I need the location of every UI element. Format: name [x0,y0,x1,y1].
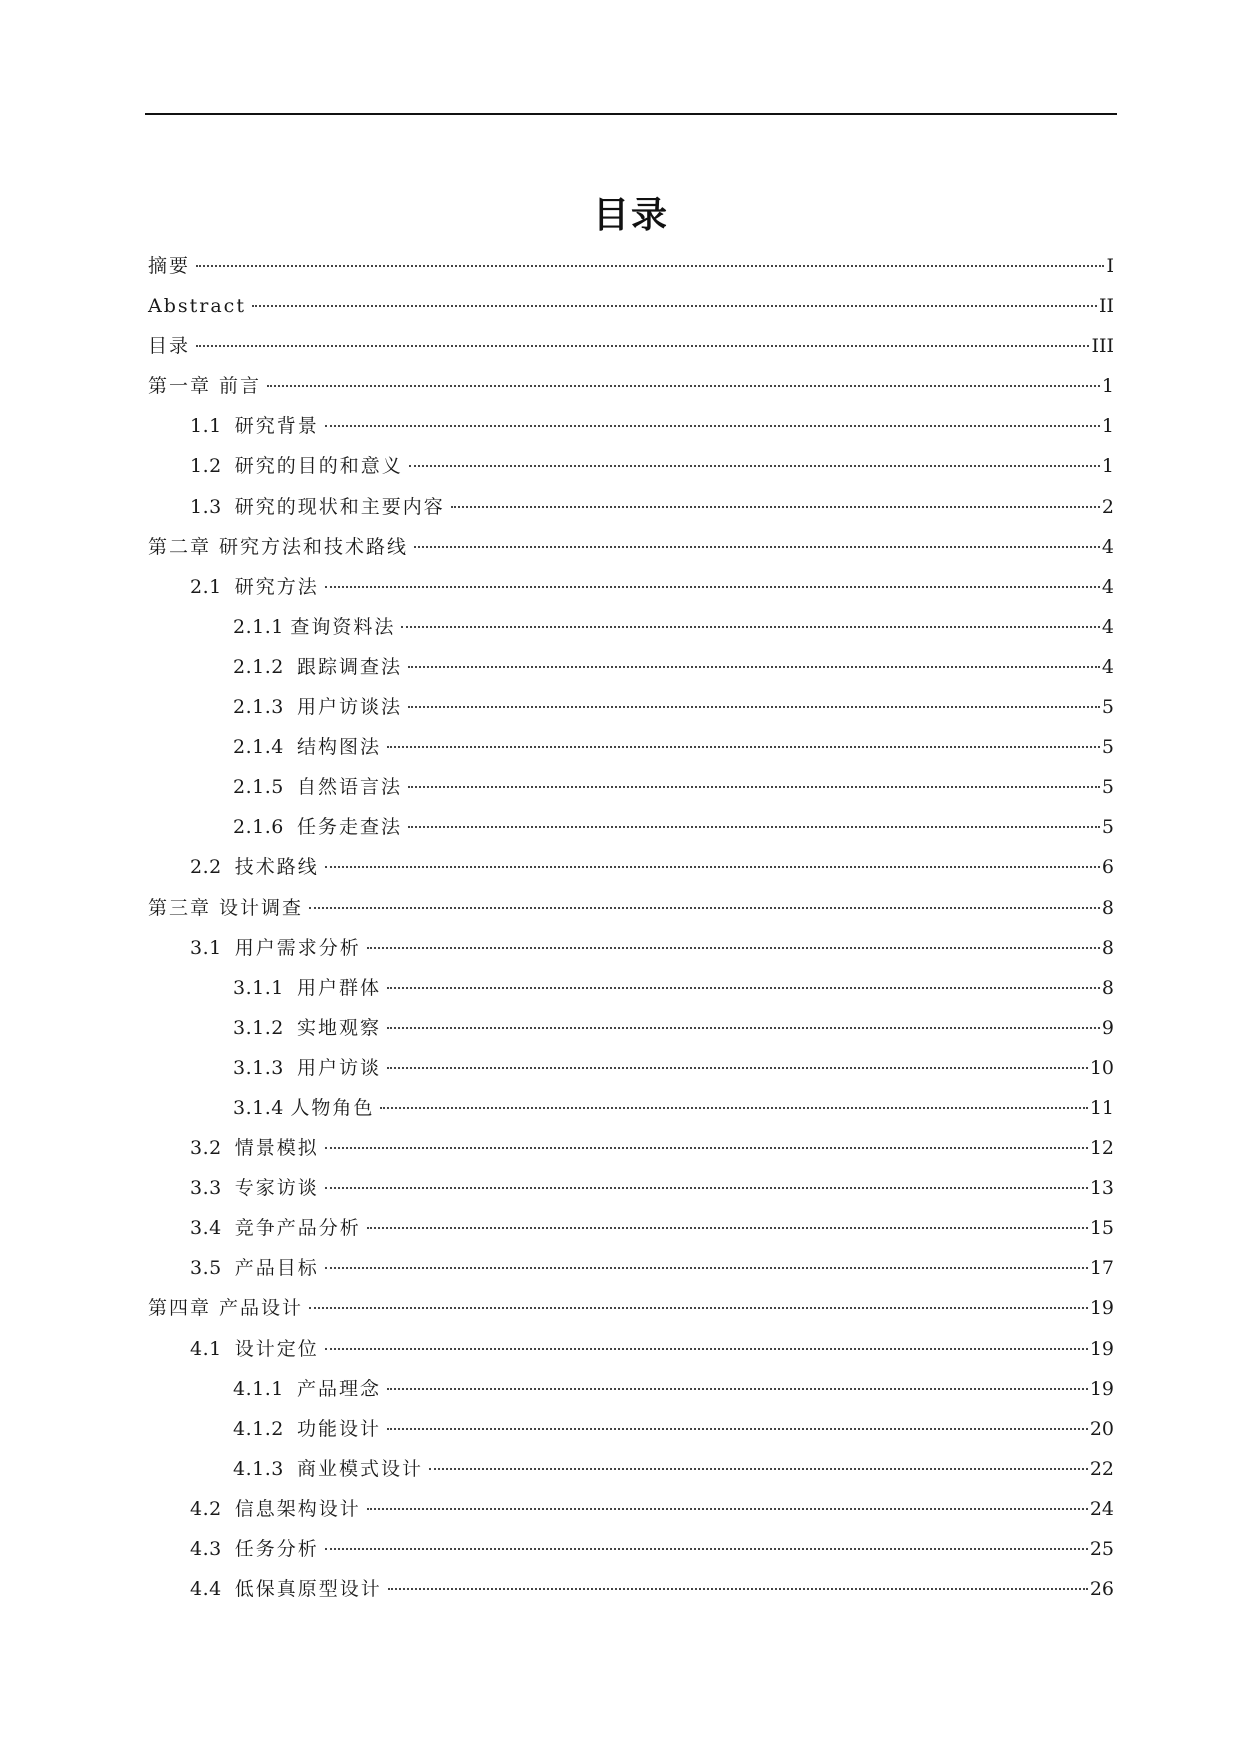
toc-entry-page: 26 [1089,1578,1114,1601]
toc-entry[interactable] [0,607,1241,647]
dot-leader [367,947,1100,949]
toc-entry-page: 8 [1101,936,1114,959]
dot-leader [387,746,1100,748]
toc-entry[interactable] [0,446,1241,486]
toc-entry-number: 2.1 [190,575,235,598]
dot-leader [367,1508,1088,1510]
toc-entry-label: 研究的现状和主要内容 [234,495,445,518]
toc-entry-number: 2.1.5 [233,776,297,799]
toc-entry-page: 1 [1101,415,1114,438]
toc-entry-number: 3.1.3 [233,1056,297,1079]
toc-entry[interactable] [0,1208,1241,1248]
toc-entry-line [190,446,1114,486]
toc-entry-label: 摘要 [148,255,191,277]
toc-entry-line [233,687,1114,727]
dot-leader [408,826,1100,828]
toc-entry-line [148,286,1114,326]
toc-entry-number: 4.1.2 [233,1417,297,1440]
toc-entry[interactable] [0,1529,1241,1569]
toc-entry-label: 设计定位 [234,1337,319,1360]
toc-entry-line [190,1248,1114,1288]
dot-leader [408,666,1100,668]
toc-entry[interactable] [0,366,1241,406]
toc-entry-line [190,1128,1114,1168]
toc-entry-page: 9 [1101,1016,1114,1039]
toc-entry-page: 5 [1101,696,1114,719]
toc-entry-number: 4.2 [190,1497,235,1520]
toc-entry[interactable] [0,1329,1241,1369]
toc-entry-page: 15 [1089,1217,1114,1240]
dot-leader [325,866,1100,868]
toc-entry-label: 情景模拟 [234,1137,319,1160]
toc-entry-line [190,1489,1114,1529]
dot-leader [367,1227,1088,1229]
toc-entry-label: 查询资料法 [290,615,396,638]
toc-entry-label: 结构图法 [296,736,381,759]
toc-entry-label: 第一章 前言 [148,375,262,398]
dot-leader [451,506,1100,508]
dot-leader [325,425,1100,427]
toc-entry-page: 12 [1089,1137,1114,1160]
toc-entry-page: 4 [1101,615,1114,638]
toc-entry-page: 25 [1089,1538,1114,1560]
toc-entry-line [148,888,1114,928]
toc-entry-label: 低保真原型设计 [234,1578,382,1601]
toc-entry-page: 1 [1101,375,1114,398]
dot-leader [408,786,1100,788]
toc-entry[interactable] [0,567,1241,607]
toc-entry[interactable] [0,767,1241,807]
toc-entry[interactable] [0,1128,1241,1168]
toc-entry[interactable] [0,1248,1241,1288]
dot-leader [267,385,1100,387]
toc-entry-page: 1 [1101,455,1114,478]
dot-leader [325,1147,1088,1149]
toc-entry-line [233,1449,1114,1489]
toc-entry-page: 6 [1101,856,1114,879]
toc-entry-label: 第三章 设计调查 [148,896,304,919]
toc-entry-page: 20 [1089,1417,1114,1440]
toc-entry-number: 2.1.1 [233,615,291,638]
toc-entry[interactable] [0,246,1241,286]
toc-entry-line [233,1008,1114,1048]
dot-leader [401,626,1100,628]
toc-entry-line [233,968,1114,1008]
dot-leader [325,1348,1088,1350]
toc-entry-label: 实地观察 [296,1016,381,1039]
toc-entry-line [148,366,1114,406]
toc-entry-number: 4.1 [190,1337,235,1360]
toc-entry-number: 2.1.6 [233,816,297,839]
toc-entry-line [190,1329,1114,1369]
toc-entry[interactable] [0,1409,1241,1449]
toc-entry-number: 3.1.2 [233,1016,297,1039]
toc-entry-label: 用户群体 [296,976,381,999]
toc-entry[interactable] [0,847,1241,887]
toc-entry-line [190,406,1114,446]
dot-leader [387,1388,1088,1390]
toc-entry-number: 4.3 [190,1538,235,1560]
dot-leader [325,1267,1088,1269]
toc-entry-page: 5 [1101,816,1114,839]
toc-entry-number: 2.1.4 [233,736,297,759]
toc-entry-page: 5 [1101,776,1114,799]
toc-entry-line [190,1529,1114,1569]
toc-entry-line [233,807,1114,847]
toc-entry-line [233,1409,1114,1449]
toc-entry-line [190,928,1114,968]
toc-entry-number: 3.1.1 [233,976,297,999]
toc-entry-number: 4.1.3 [233,1457,297,1480]
dot-leader [325,1187,1088,1189]
toc-entry[interactable] [0,687,1241,727]
toc-entry-line [190,1208,1114,1248]
toc-entry-label: 用户需求分析 [234,936,361,959]
toc-entry-page: 2 [1101,495,1114,518]
toc-entry-number: 4.4 [190,1578,235,1601]
toc-entry[interactable] [0,727,1241,767]
toc-entry[interactable] [0,1168,1241,1208]
toc-entry-line [233,607,1114,647]
toc-entry-number: 4.1.1 [233,1377,297,1400]
toc-entry-label: Abstract [148,295,246,318]
toc-entry-line [233,727,1114,767]
toc-entry[interactable] [0,487,1241,527]
toc-entry[interactable] [0,888,1241,928]
toc-entry-page: 8 [1101,896,1114,919]
toc-entry-number: 2.1.2 [233,655,297,678]
toc-entry[interactable] [0,1008,1241,1048]
toc-entry-label: 信息架构设计 [234,1497,361,1520]
toc-entry-number: 3.4 [190,1217,235,1240]
toc-entry-line [233,767,1114,807]
toc-entry-page: 8 [1101,976,1114,999]
toc-entry-label: 产品理念 [296,1377,381,1400]
toc-entry-page: 4 [1101,655,1114,678]
toc-entry-line [233,1048,1114,1088]
toc-entry-label: 用户访谈 [296,1056,381,1079]
toc-entry-page: II [1098,295,1114,318]
toc-entry[interactable] [0,1449,1241,1489]
dot-leader [309,907,1100,909]
dot-leader [409,465,1100,467]
toc-entry-page: 24 [1089,1497,1114,1520]
toc-entry-line [190,1569,1114,1609]
toc-entry-label: 第四章 产品设计 [148,1297,304,1320]
toc-entry[interactable] [0,1369,1241,1409]
toc-entry-line [148,527,1114,567]
dot-leader [387,987,1100,989]
toc-entry[interactable] [0,968,1241,1008]
toc-entry-label: 竞争产品分析 [234,1217,361,1240]
toc-entry-page: 22 [1089,1457,1114,1480]
toc-entry-line [233,1369,1114,1409]
toc-entry-line [148,246,1114,286]
dot-leader [387,1067,1088,1069]
dot-leader [196,345,1089,347]
toc-entry-number: 1.1 [190,415,235,438]
toc-entry-line [190,847,1114,887]
toc-entry[interactable] [0,527,1241,567]
toc-entry-page: 11 [1089,1096,1114,1119]
toc-entry[interactable] [0,1048,1241,1088]
toc-entry[interactable] [0,406,1241,446]
toc-entry-label: 任务分析 [234,1538,319,1560]
toc-entry[interactable] [0,1088,1241,1128]
dot-leader [387,1027,1100,1029]
toc-entry-page: 13 [1089,1177,1114,1200]
toc-entry-label: 目录 [148,335,191,358]
toc-entry-label: 产品目标 [234,1257,319,1280]
toc-entry-page: 19 [1089,1297,1114,1320]
toc-entry-number: 1.3 [190,495,235,518]
dot-leader [325,586,1100,588]
toc-entry[interactable] [0,1489,1241,1529]
toc-entry-label: 研究背景 [234,415,319,438]
toc-entry[interactable] [0,1569,1241,1609]
dot-leader [196,265,1104,267]
toc-entry-line [190,1168,1114,1208]
dot-leader [325,1548,1088,1550]
toc-entry-page: 10 [1089,1056,1114,1079]
toc-entry-label: 商业模式设计 [296,1457,423,1480]
toc-entry-number: 3.2 [190,1137,235,1160]
toc-entry-number: 3.1 [190,936,235,959]
toc-entry-line [148,1288,1114,1328]
toc-entry-label: 功能设计 [296,1417,381,1440]
toc-entry-label: 任务走查法 [296,816,402,839]
toc-entry-label: 研究的目的和意义 [234,455,403,478]
toc-entry-label: 第二章 研究方法和技术路线 [148,535,409,558]
toc-entry-page: 19 [1089,1337,1114,1360]
toc-entry-number: 1.2 [190,455,235,478]
toc-entry-page: 4 [1101,535,1114,558]
toc-entry-label: 研究方法 [234,575,319,598]
toc-entry-page: I [1106,255,1114,277]
toc-entry-line [233,1088,1114,1128]
toc-entry-line [148,326,1114,366]
toc-entry-label: 自然语言法 [296,776,402,799]
toc-entry[interactable] [0,807,1241,847]
toc-entry-line [190,487,1114,527]
toc-entry-line [233,647,1114,687]
dot-leader [408,706,1100,708]
toc-entry-page: III [1091,335,1114,358]
toc-entry-label: 跟踪调查法 [296,655,402,678]
toc-entry-line [190,567,1114,607]
toc-entry[interactable] [0,928,1241,968]
toc-entry-page: 17 [1089,1257,1114,1280]
dot-leader [388,1588,1088,1590]
toc-entry-page: 19 [1089,1377,1114,1400]
toc-entry-number: 3.1.4 [233,1096,291,1119]
dot-leader [380,1107,1087,1109]
dot-leader [252,305,1097,307]
toc-entry-number: 3.3 [190,1177,235,1200]
toc-entry-page: 4 [1101,575,1114,598]
toc-entry-number: 2.1.3 [233,696,297,719]
toc-entry-label: 技术路线 [234,856,319,879]
toc-entry-number: 3.5 [190,1257,235,1280]
toc-entry[interactable] [0,647,1241,687]
header-rule [145,113,1117,115]
dot-leader [309,1307,1088,1309]
dot-leader [387,1428,1088,1430]
toc-entry[interactable] [0,286,1241,326]
dot-leader [429,1468,1088,1470]
toc-entry[interactable] [0,1288,1241,1328]
toc-list [0,246,1241,1609]
toc-entry-number: 2.2 [190,856,235,879]
page-title: 目录 [592,195,669,237]
toc-entry[interactable] [0,326,1241,366]
toc-entry-page: 5 [1101,736,1114,759]
toc-entry-label: 专家访谈 [234,1177,319,1200]
dot-leader [414,546,1100,548]
toc-entry-label: 人物角色 [290,1096,375,1119]
toc-entry-label: 用户访谈法 [296,696,402,719]
